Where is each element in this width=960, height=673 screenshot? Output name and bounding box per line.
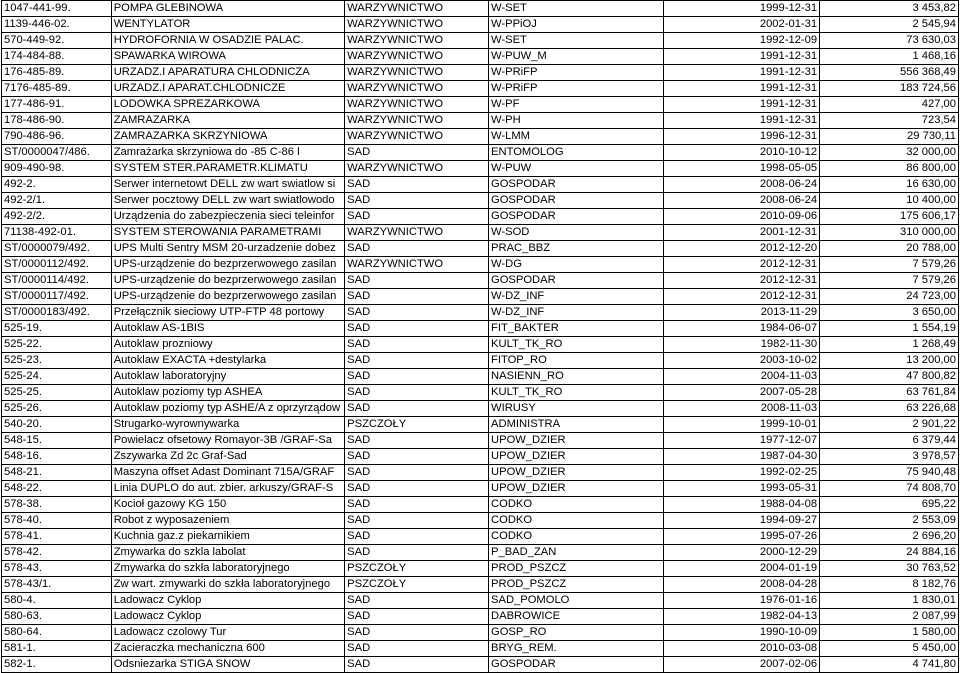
table-row	[2, 81, 959, 97]
asset-name-cell: UPS-urządzenie do bezprzerwowego zasilan	[111, 257, 344, 273]
inventory-number-cell: ST/0000079/492.	[2, 241, 112, 257]
inventory-number-cell: 548-15.	[2, 433, 112, 449]
asset-value-cell: 75 940,48	[820, 465, 959, 481]
inventory-number-cell: 177-486-91.	[2, 97, 112, 113]
location-code-cell: W-PUW	[489, 161, 664, 177]
table-row	[2, 321, 959, 337]
acquisition-date-cell: 2012-12-31	[664, 273, 820, 289]
inventory-number-cell: 525-23.	[2, 353, 112, 369]
table-row	[2, 161, 959, 177]
table-row	[2, 49, 959, 65]
table-row	[2, 561, 959, 577]
asset-name-cell: Serwer internetowt DELL zw wart swiatlow si	[111, 177, 344, 193]
location-code-cell: W-LMM	[489, 129, 664, 145]
acquisition-date-cell: 1976-01-16	[664, 593, 820, 609]
inventory-number-cell: 540-20.	[2, 417, 112, 433]
department-cell: WARZYWNICTWO	[345, 81, 489, 97]
location-code-cell: UPOW_DZIER	[489, 449, 664, 465]
acquisition-date-cell: 1993-05-31	[664, 481, 820, 497]
asset-name-cell: ZAMRAZARKA SKRZYNIOWA	[111, 129, 344, 145]
table-row	[2, 145, 959, 161]
asset-register-table	[1, 0, 959, 673]
inventory-number-cell: 578-38.	[2, 497, 112, 513]
acquisition-date-cell: 1998-05-05	[664, 161, 820, 177]
acquisition-date-cell: 1992-12-09	[664, 33, 820, 49]
inventory-number-cell: 578-40.	[2, 513, 112, 529]
asset-value-cell: 32 000,00	[820, 145, 959, 161]
table-row	[2, 241, 959, 257]
acquisition-date-cell: 2010-09-06	[664, 209, 820, 225]
location-code-cell: FITOP_RO	[489, 353, 664, 369]
acquisition-date-cell: 1990-10-09	[664, 625, 820, 641]
location-code-cell: DABROWICE	[489, 609, 664, 625]
table-row	[2, 193, 959, 209]
department-cell: WARZYWNICTWO	[345, 97, 489, 113]
department-cell: SAD	[345, 545, 489, 561]
asset-name-cell: Kocioł gazowy KG 150	[111, 497, 344, 513]
asset-name-cell: Zmywarka do szkla labolat	[111, 545, 344, 561]
location-code-cell: W-DZ_INF	[489, 289, 664, 305]
location-code-cell: NASIENN_RO	[489, 369, 664, 385]
acquisition-date-cell: 1991-12-31	[664, 81, 820, 97]
acquisition-date-cell: 1999-12-31	[664, 1, 820, 17]
asset-value-cell: 13 200,00	[820, 353, 959, 369]
inventory-number-cell: ST/0000047/486.	[2, 145, 112, 161]
location-code-cell: W-SOD	[489, 225, 664, 241]
acquisition-date-cell: 2008-04-28	[664, 577, 820, 593]
acquisition-date-cell: 1982-11-30	[664, 337, 820, 353]
department-cell: SAD	[345, 209, 489, 225]
acquisition-date-cell: 2008-06-24	[664, 193, 820, 209]
asset-value-cell: 310 000,00	[820, 225, 959, 241]
table-row	[2, 529, 959, 545]
acquisition-date-cell: 2003-10-02	[664, 353, 820, 369]
acquisition-date-cell: 1991-12-31	[664, 49, 820, 65]
inventory-number-cell: 176-485-89.	[2, 65, 112, 81]
asset-name-cell: WENTYLATOR	[111, 17, 344, 33]
asset-value-cell: 24 723,00	[820, 289, 959, 305]
acquisition-date-cell: 2000-12-29	[664, 545, 820, 561]
acquisition-date-cell: 1995-07-26	[664, 529, 820, 545]
inventory-number-cell: 578-43.	[2, 561, 112, 577]
department-cell: SAD	[345, 273, 489, 289]
inventory-number-cell: 525-25.	[2, 385, 112, 401]
inventory-number-cell: 580-64.	[2, 625, 112, 641]
asset-value-cell: 175 606,17	[820, 209, 959, 225]
asset-name-cell: Linia DUPLO do aut. zbier. arkuszy/GRAF-S	[111, 481, 344, 497]
asset-value-cell: 2 545,94	[820, 17, 959, 33]
department-cell: SAD	[345, 337, 489, 353]
asset-name-cell: LODOWKA SPREZARKOWA	[111, 97, 344, 113]
department-cell: SAD	[345, 465, 489, 481]
location-code-cell: GOSP_RO	[489, 625, 664, 641]
asset-value-cell: 86 800,00	[820, 161, 959, 177]
acquisition-date-cell: 2004-01-19	[664, 561, 820, 577]
asset-name-cell: Urządzenia do zabezpieczenia sieci teleinfor	[111, 209, 344, 225]
asset-name-cell: SPAWARKA WIROWA	[111, 49, 344, 65]
asset-value-cell: 3 978,57	[820, 449, 959, 465]
table-row	[2, 129, 959, 145]
acquisition-date-cell: 2008-11-03	[664, 401, 820, 417]
location-code-cell: GOSPODAR	[489, 273, 664, 289]
department-cell: SAD	[345, 289, 489, 305]
acquisition-date-cell: 1991-12-31	[664, 113, 820, 129]
asset-name-cell: Odsniezarka STIGA SNOW	[111, 657, 344, 673]
table-row	[2, 273, 959, 289]
asset-value-cell: 2 696,20	[820, 529, 959, 545]
department-cell: SAD	[345, 481, 489, 497]
inventory-number-cell: 580-63.	[2, 609, 112, 625]
inventory-number-cell: 178-486-90.	[2, 113, 112, 129]
asset-value-cell: 3 453,82	[820, 1, 959, 17]
inventory-number-cell: ST/0000183/492.	[2, 305, 112, 321]
location-code-cell: PRAC_BBZ	[489, 241, 664, 257]
inventory-number-cell: 548-21.	[2, 465, 112, 481]
department-cell: WARZYWNICTWO	[345, 257, 489, 273]
department-cell: SAD	[345, 657, 489, 673]
inventory-number-cell: ST/0000117/492.	[2, 289, 112, 305]
asset-name-cell: Autoklaw poziomy typ ASHE/A z oprzyrządow	[111, 401, 344, 417]
location-code-cell: FIT_BAKTER	[489, 321, 664, 337]
acquisition-date-cell: 1994-09-27	[664, 513, 820, 529]
department-cell: WARZYWNICTWO	[345, 113, 489, 129]
asset-value-cell: 556 368,49	[820, 65, 959, 81]
location-code-cell: W-SET	[489, 1, 664, 17]
department-cell: SAD	[345, 529, 489, 545]
table-row	[2, 97, 959, 113]
department-cell: SAD	[345, 641, 489, 657]
asset-value-cell: 47 800,82	[820, 369, 959, 385]
acquisition-date-cell: 2008-06-24	[664, 177, 820, 193]
asset-value-cell: 63 226,68	[820, 401, 959, 417]
location-code-cell: W-PUW_M	[489, 49, 664, 65]
asset-name-cell: Powielacz ofsetowy Romayor-3B /GRAF-Sa	[111, 433, 344, 449]
inventory-number-cell: 71138-492-01.	[2, 225, 112, 241]
table-row	[2, 209, 959, 225]
asset-value-cell: 1 580,00	[820, 625, 959, 641]
inventory-number-cell: 578-41.	[2, 529, 112, 545]
department-cell: WARZYWNICTWO	[345, 65, 489, 81]
location-code-cell: KULT_TK_RO	[489, 385, 664, 401]
location-code-cell: P_BAD_ZAN	[489, 545, 664, 561]
table-row	[2, 353, 959, 369]
table-row	[2, 481, 959, 497]
table-row	[2, 513, 959, 529]
inventory-number-cell: 578-43/1.	[2, 577, 112, 593]
inventory-number-cell: 1139-446-02.	[2, 17, 112, 33]
department-cell: PSZCZOŁY	[345, 577, 489, 593]
acquisition-date-cell: 2002-01-31	[664, 17, 820, 33]
asset-name-cell: Zmywarka do szkła laboratoryjnego	[111, 561, 344, 577]
asset-name-cell: SYSTEM STEROWANIA PARAMETRAMI	[111, 225, 344, 241]
acquisition-date-cell: 2012-12-31	[664, 257, 820, 273]
table-row	[2, 545, 959, 561]
asset-value-cell: 74 808,70	[820, 481, 959, 497]
inventory-number-cell: 492-2/1.	[2, 193, 112, 209]
asset-value-cell: 2 553,09	[820, 513, 959, 529]
acquisition-date-cell: 1984-06-07	[664, 321, 820, 337]
acquisition-date-cell: 2001-12-31	[664, 225, 820, 241]
asset-value-cell: 5 450,00	[820, 641, 959, 657]
inventory-number-cell: 525-24.	[2, 369, 112, 385]
inventory-number-cell: 492-2.	[2, 177, 112, 193]
inventory-number-cell: 582-1.	[2, 657, 112, 673]
location-code-cell: CODKO	[489, 529, 664, 545]
department-cell: SAD	[345, 369, 489, 385]
asset-value-cell: 1 268,49	[820, 337, 959, 353]
asset-value-cell: 24 884,16	[820, 545, 959, 561]
asset-value-cell: 427,00	[820, 97, 959, 113]
department-cell: SAD	[345, 625, 489, 641]
acquisition-date-cell: 1987-04-30	[664, 449, 820, 465]
asset-name-cell: UPS-urządzenie do bezprzerwowego zasilan	[111, 289, 344, 305]
asset-value-cell: 20 788,00	[820, 241, 959, 257]
acquisition-date-cell: 2012-12-31	[664, 289, 820, 305]
table-row	[2, 337, 959, 353]
asset-name-cell: UPS Multi Sentry MSM 20-urzadzenie dobez	[111, 241, 344, 257]
department-cell: WARZYWNICTWO	[345, 161, 489, 177]
acquisition-date-cell: 2007-05-28	[664, 385, 820, 401]
asset-name-cell: Strugarko-wyrownywarka	[111, 417, 344, 433]
table-row	[2, 641, 959, 657]
table-row	[2, 225, 959, 241]
asset-name-cell: Przełącznik sieciowy UTP-FTP 48 portowy	[111, 305, 344, 321]
inventory-number-cell: 7176-485-89.	[2, 81, 112, 97]
inventory-number-cell: 548-22.	[2, 481, 112, 497]
location-code-cell: KULT_TK_RO	[489, 337, 664, 353]
inventory-number-cell: 548-16.	[2, 449, 112, 465]
location-code-cell: PROD_PSZCZ	[489, 561, 664, 577]
location-code-cell: CODKO	[489, 497, 664, 513]
asset-name-cell: Zw wart. zmywarki do szkła laboratoryjnego	[111, 577, 344, 593]
asset-value-cell: 1 468,16	[820, 49, 959, 65]
acquisition-date-cell: 1996-12-31	[664, 129, 820, 145]
location-code-cell: GOSPODAR	[489, 177, 664, 193]
asset-name-cell: Autoklaw laboratoryjny	[111, 369, 344, 385]
inventory-number-cell: 909-490-98.	[2, 161, 112, 177]
asset-value-cell: 7 579,26	[820, 257, 959, 273]
asset-name-cell: Serwer pocztowy DELL zw wart swiatlowodo	[111, 193, 344, 209]
acquisition-date-cell: 2010-03-08	[664, 641, 820, 657]
asset-value-cell: 2 087,99	[820, 609, 959, 625]
asset-name-cell: SYSTEM STER.PARAMETR.KLIMATU	[111, 161, 344, 177]
department-cell: WARZYWNICTWO	[345, 129, 489, 145]
asset-value-cell: 183 724,56	[820, 81, 959, 97]
acquisition-date-cell: 1988-04-08	[664, 497, 820, 513]
department-cell: SAD	[345, 433, 489, 449]
table-row	[2, 305, 959, 321]
asset-value-cell: 6 379,44	[820, 433, 959, 449]
asset-name-cell: Zamrażarka skrzyniowa do -85 C-86 l	[111, 145, 344, 161]
location-code-cell: W-PPiOJ	[489, 17, 664, 33]
location-code-cell: GOSPODAR	[489, 209, 664, 225]
location-code-cell: CODKO	[489, 513, 664, 529]
asset-name-cell: Autoklaw AS-1BIS	[111, 321, 344, 337]
location-code-cell: ADMINISTRA	[489, 417, 664, 433]
department-cell: SAD	[345, 593, 489, 609]
table-row	[2, 385, 959, 401]
inventory-number-cell: 174-484-88.	[2, 49, 112, 65]
asset-name-cell: Robot z wyposazeniem	[111, 513, 344, 529]
inventory-number-cell: 578-42.	[2, 545, 112, 561]
location-code-cell: ENTOMOLOG	[489, 145, 664, 161]
table-row	[2, 417, 959, 433]
table-row	[2, 401, 959, 417]
department-cell: WARZYWNICTWO	[345, 1, 489, 17]
inventory-number-cell: 570-449-92.	[2, 33, 112, 49]
table-row	[2, 1, 959, 17]
table-row	[2, 369, 959, 385]
location-code-cell: SAD_POMOLO	[489, 593, 664, 609]
department-cell: SAD	[345, 449, 489, 465]
inventory-number-cell: 525-19.	[2, 321, 112, 337]
inventory-number-cell: 525-26.	[2, 401, 112, 417]
department-cell: WARZYWNICTWO	[345, 17, 489, 33]
acquisition-date-cell: 1977-12-07	[664, 433, 820, 449]
location-code-cell: W-SET	[489, 33, 664, 49]
asset-value-cell: 3 650,00	[820, 305, 959, 321]
asset-name-cell: URZADZ.I APARAT.CHLODNICZE	[111, 81, 344, 97]
acquisition-date-cell: 1982-04-13	[664, 609, 820, 625]
location-code-cell: UPOW_DZIER	[489, 433, 664, 449]
table-row	[2, 577, 959, 593]
asset-value-cell: 16 630,00	[820, 177, 959, 193]
asset-value-cell: 8 182,76	[820, 577, 959, 593]
table-row	[2, 449, 959, 465]
location-code-cell: W-PRiFP	[489, 81, 664, 97]
department-cell: SAD	[345, 513, 489, 529]
asset-name-cell: Zacieraczka mechaniczna 600	[111, 641, 344, 657]
table-row	[2, 17, 959, 33]
inventory-number-cell: 790-486-96.	[2, 129, 112, 145]
table-row	[2, 657, 959, 673]
table-row	[2, 257, 959, 273]
asset-register-body	[2, 1, 959, 673]
acquisition-date-cell: 1999-10-01	[664, 417, 820, 433]
table-row	[2, 33, 959, 49]
asset-value-cell: 1 830,01	[820, 593, 959, 609]
table-row	[2, 433, 959, 449]
asset-value-cell: 695,22	[820, 497, 959, 513]
asset-value-cell: 30 763,52	[820, 561, 959, 577]
acquisition-date-cell: 2010-10-12	[664, 145, 820, 161]
table-row	[2, 593, 959, 609]
department-cell: WARZYWNICTWO	[345, 49, 489, 65]
asset-name-cell: Maszyna offset Adast Dominant 715A/GRAF	[111, 465, 344, 481]
location-code-cell: GOSPODAR	[489, 193, 664, 209]
location-code-cell: PROD_PSZCZ	[489, 577, 664, 593]
asset-value-cell: 7 579,26	[820, 273, 959, 289]
department-cell: SAD	[345, 385, 489, 401]
asset-name-cell: ZAMRAZARKA	[111, 113, 344, 129]
table-row	[2, 609, 959, 625]
acquisition-date-cell: 1992-02-25	[664, 465, 820, 481]
asset-name-cell: Zszywarka Zd 2c Graf-Sad	[111, 449, 344, 465]
table-row	[2, 465, 959, 481]
inventory-number-cell: 580-4.	[2, 593, 112, 609]
table-row	[2, 497, 959, 513]
location-code-cell: UPOW_DZIER	[489, 481, 664, 497]
acquisition-date-cell: 1991-12-31	[664, 65, 820, 81]
department-cell: SAD	[345, 321, 489, 337]
department-cell: SAD	[345, 177, 489, 193]
asset-name-cell: UPS-urządzenie do bezprzerwowego zasilan	[111, 273, 344, 289]
table-row	[2, 625, 959, 641]
asset-name-cell: Kuchnia gaz.z piekarnikiem	[111, 529, 344, 545]
table-row	[2, 113, 959, 129]
location-code-cell: UPOW_DZIER	[489, 465, 664, 481]
acquisition-date-cell: 2007-02-06	[664, 657, 820, 673]
asset-name-cell: Autoklaw prozniowy	[111, 337, 344, 353]
asset-name-cell: Ladowacz czolowy Tur	[111, 625, 344, 641]
department-cell: SAD	[345, 609, 489, 625]
asset-value-cell: 2 901,22	[820, 417, 959, 433]
asset-value-cell: 63 761,84	[820, 385, 959, 401]
inventory-number-cell: 1047-441-99.	[2, 1, 112, 17]
inventory-number-cell: 581-1.	[2, 641, 112, 657]
asset-name-cell: HYDROFORNIA W OSADZIE PALAC.	[111, 33, 344, 49]
acquisition-date-cell: 2012-12-20	[664, 241, 820, 257]
asset-value-cell: 1 554,19	[820, 321, 959, 337]
inventory-number-cell: 492-2/2.	[2, 209, 112, 225]
acquisition-date-cell: 2013-11-29	[664, 305, 820, 321]
asset-value-cell: 10 400,00	[820, 193, 959, 209]
inventory-number-cell: ST/0000112/492.	[2, 257, 112, 273]
department-cell: SAD	[345, 145, 489, 161]
asset-name-cell: Ladowacz Cyklop	[111, 609, 344, 625]
location-code-cell: W-PRiFP	[489, 65, 664, 81]
table-row	[2, 65, 959, 81]
department-cell: PSZCZOŁY	[345, 417, 489, 433]
department-cell: SAD	[345, 497, 489, 513]
asset-name-cell: Autoklaw EXACTA +destylarka	[111, 353, 344, 369]
asset-name-cell: Autoklaw poziomy typ ASHEA	[111, 385, 344, 401]
location-code-cell: GOSPODAR	[489, 657, 664, 673]
table-row	[2, 289, 959, 305]
asset-value-cell: 4 741,80	[820, 657, 959, 673]
department-cell: SAD	[345, 193, 489, 209]
asset-value-cell: 73 630,03	[820, 33, 959, 49]
inventory-number-cell: 525-22.	[2, 337, 112, 353]
table-row	[2, 177, 959, 193]
asset-name-cell: URZADZ.I APARATURA CHLODNICZA	[111, 65, 344, 81]
department-cell: SAD	[345, 401, 489, 417]
acquisition-date-cell: 1991-12-31	[664, 97, 820, 113]
department-cell: WARZYWNICTWO	[345, 225, 489, 241]
department-cell: SAD	[345, 241, 489, 257]
department-cell: SAD	[345, 305, 489, 321]
location-code-cell: W-PF	[489, 97, 664, 113]
inventory-number-cell: ST/0000114/492.	[2, 273, 112, 289]
asset-value-cell: 723,54	[820, 113, 959, 129]
location-code-cell: W-DZ_INF	[489, 305, 664, 321]
department-cell: PSZCZOŁY	[345, 561, 489, 577]
location-code-cell: WIRUSY	[489, 401, 664, 417]
acquisition-date-cell: 2004-11-03	[664, 369, 820, 385]
department-cell: WARZYWNICTWO	[345, 33, 489, 49]
location-code-cell: W-PH	[489, 113, 664, 129]
asset-value-cell: 29 730,11	[820, 129, 959, 145]
asset-name-cell: Ladowacz Cyklop	[111, 593, 344, 609]
location-code-cell: W-DG	[489, 257, 664, 273]
asset-name-cell: POMPA GLEBINOWA	[111, 1, 344, 17]
location-code-cell: BRYG_REM.	[489, 641, 664, 657]
department-cell: SAD	[345, 353, 489, 369]
